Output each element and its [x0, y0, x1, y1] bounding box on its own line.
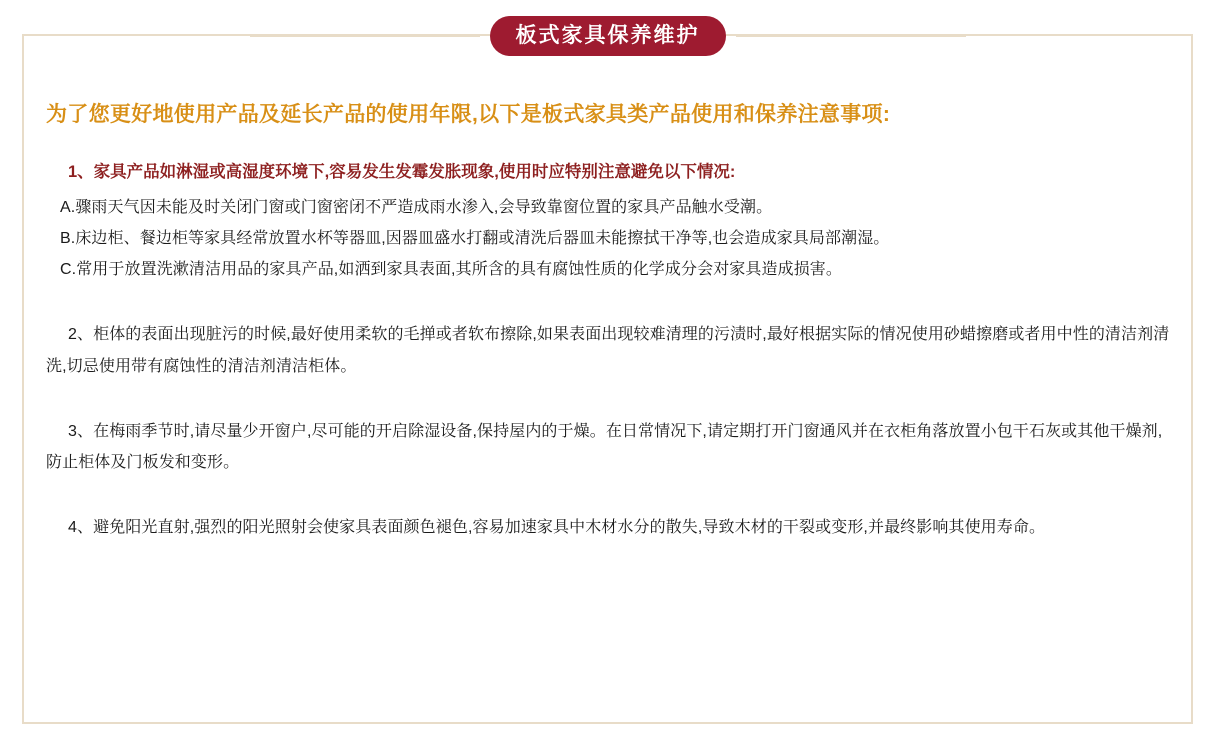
title-bar	[0, 12, 1215, 60]
section-1-items	[46, 192, 1174, 286]
paragraph-2: 2、柜体的表面出现脏污的时候,最好使用柔软的毛掸或者软布擦除,如果表面出现较难清理的污渍时,最好根据实际的情况使用砂蜡擦磨或者用中性的清洁剂清洗,切忌使用带有腐蚀性的清洁剂清洁柜体。	[46, 326, 1170, 375]
list-item: A.骤雨天气因未能及时关闭门窗或门窗密闭不严造成雨水渗入,会导致靠窗位置的家具产品触水受潮。	[60, 198, 773, 216]
page-title: 板式家具保养维护	[490, 16, 726, 56]
section-1-heading: 1、家具产品如淋湿或高湿度环境下,容易发生发霉发胀现象,使用时应特别注意避免以下情况:	[68, 163, 736, 182]
paragraph-4: 4、避免阳光直射,强烈的阳光照射会使家具表面颜色褪色,容易加速家具中木材水分的散失,导致木材的干裂或变形,并最终影响其使用寿命。	[68, 519, 1046, 537]
rule-right	[736, 35, 966, 37]
paragraph-3: 3、在梅雨季节时,请尽量少开窗户,尽可能的开启除湿设备,保持屋内的于燥。在日常情况下,请定期打开门窗通风并在衣柜角落放置小包干石灰或其他干燥剂,防止柜体及门板发和变形。	[46, 422, 1163, 471]
list-item: C.常用于放置洗漱清洁用品的家具产品,如洒到家具表面,其所含的具有腐蚀性质的化学成分会对家具造成损害。	[60, 261, 842, 279]
document-content	[46, 82, 1174, 543]
rule-left	[250, 35, 480, 37]
lead-paragraph: 为了您更好地使用产品及延长产品的使用年限,以下是板式家具类产品使用和保养注意事项:	[46, 103, 891, 126]
list-item: B.床边柜、餐边柜等家具经常放置水杯等器皿,因器皿盛水打翻或清洗后器皿未能擦拭干净等,也会造成家具局部潮湿。	[60, 229, 890, 247]
section-1	[46, 159, 1174, 285]
